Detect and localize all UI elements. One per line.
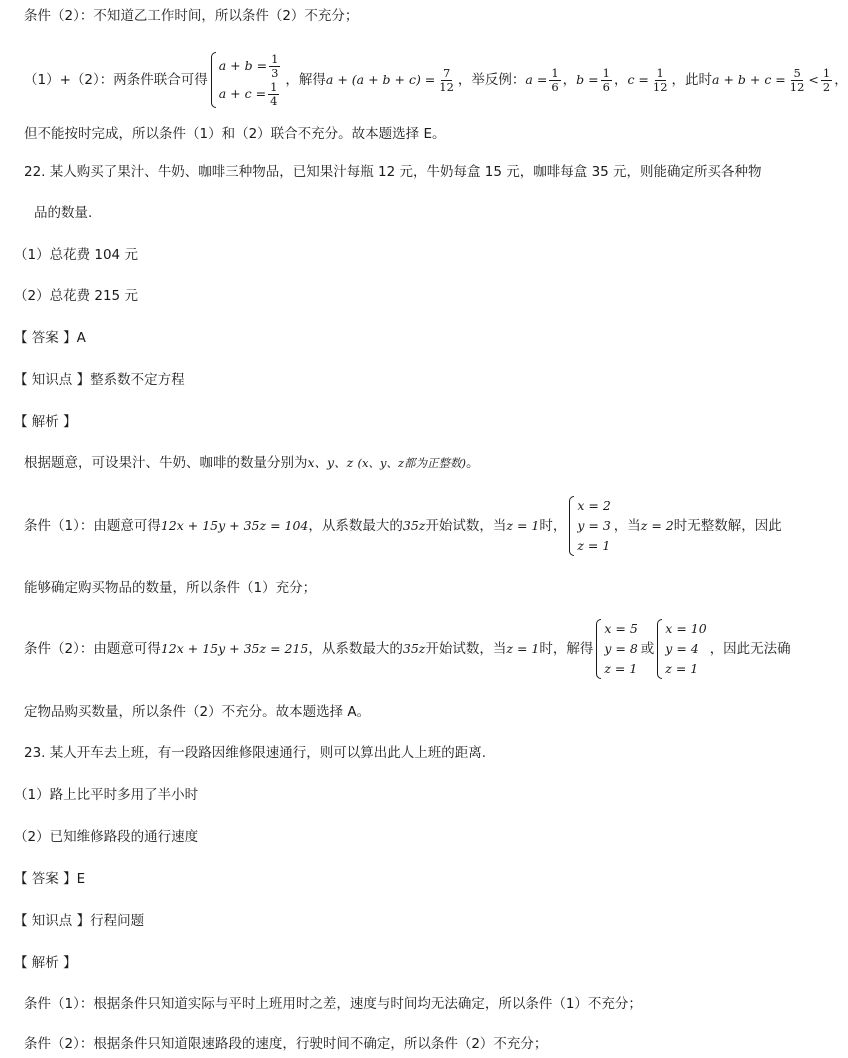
math: a + b + c = bbox=[712, 72, 786, 87]
numerator: 1 bbox=[656, 65, 664, 80]
text-segment: 条件（2）：由题意可得 bbox=[24, 641, 161, 657]
analysis-label: 【 解析 】 bbox=[14, 414, 77, 430]
equation-system bbox=[657, 619, 706, 679]
text-line: 条件（2）：不知道乙工作时间，所以条件（2）不充分； bbox=[24, 8, 359, 24]
equation-system bbox=[211, 52, 283, 108]
knowledge-label: 【 知识点 】行程问题 bbox=[14, 913, 145, 929]
numerator: 1 bbox=[551, 65, 559, 80]
numerator: 1 bbox=[270, 80, 278, 94]
math: 12x + 15y + 35z = 215 bbox=[160, 641, 309, 656]
question-22-stem: 22. 某人购买了果汁、牛奶、咖啡三种物品，已知果汁每瓶 12 元，牛奶每盒 15 元，咖啡每盒 35 元，则能确定所买各种物 bbox=[24, 164, 762, 180]
text-segment: ，当 bbox=[613, 518, 641, 534]
denominator: 6 bbox=[602, 79, 610, 94]
analysis-label: 【 解析 】 bbox=[14, 955, 77, 971]
denominator: 3 bbox=[271, 66, 279, 80]
math: a + b = bbox=[218, 58, 268, 73]
text-segment: ， bbox=[562, 72, 577, 88]
answer-label: 【 答案 】A bbox=[14, 330, 86, 346]
text-segment: 时， bbox=[539, 518, 567, 534]
text-segment: （1）+（2）：两条件联合可得 bbox=[24, 72, 208, 88]
math: z = 1 bbox=[506, 641, 540, 656]
condition-2-analysis bbox=[24, 618, 791, 680]
denominator: 6 bbox=[551, 79, 559, 94]
condition-1-analysis: 条件（1）：根据条件只知道实际与平时上班用时之差，速度与时间均无法确定，所以条件（1）不充分； bbox=[24, 996, 642, 1012]
text-segment: 条件（1）：由题意可得 bbox=[24, 518, 161, 534]
text-segment: ， bbox=[613, 72, 628, 88]
math: z = 1 bbox=[506, 518, 540, 533]
condition-2: （2）已知维修路段的通行速度 bbox=[14, 829, 199, 845]
text-line: 定物品购买数量，所以条件（2）不充分。故本题选择 A。 bbox=[24, 704, 371, 720]
text-segment: 开始试数，当 bbox=[425, 641, 507, 657]
numerator: 1 bbox=[271, 52, 279, 66]
denominator: 12 bbox=[439, 79, 454, 94]
question-23-stem: 23. 某人开车去上班，有一段路因维修限速通行，则可以算出此人上班的距离. bbox=[24, 745, 487, 761]
text-line: 但不能按时完成，所以条件（1）和（2）联合不充分。故本题选择 E。 bbox=[24, 126, 446, 142]
numerator: 1 bbox=[602, 65, 610, 80]
condition-1-analysis bbox=[24, 495, 782, 557]
math: z = 2 bbox=[640, 518, 674, 533]
math: < bbox=[808, 72, 819, 87]
text-segment: 时无整数解，因此 bbox=[673, 518, 782, 534]
math: x = 10 bbox=[665, 621, 707, 636]
text-segment: ， bbox=[834, 72, 848, 88]
text-segment: ，举反例： bbox=[457, 72, 526, 88]
math: a + (a + b + c) = bbox=[325, 72, 436, 87]
text-line: 能够确定购买物品的数量，所以条件（1）充分； bbox=[24, 580, 317, 596]
text-segment: ，从系数最大的 bbox=[308, 518, 403, 534]
math: y = 3 bbox=[577, 518, 611, 533]
brace-icon bbox=[596, 619, 601, 679]
analysis-para bbox=[24, 453, 480, 473]
text-segment: ，从系数最大的 bbox=[308, 641, 403, 657]
math: y = 8 bbox=[604, 641, 638, 656]
brace-icon bbox=[211, 52, 216, 108]
math: z = 1 bbox=[604, 661, 638, 676]
math: c = bbox=[627, 72, 649, 87]
math: a + c = bbox=[218, 86, 267, 101]
denominator: 4 bbox=[270, 94, 278, 108]
text-segment: 开始试数，当 bbox=[425, 518, 507, 534]
math: z = 1 bbox=[577, 538, 611, 553]
condition-1: （1）总花费 104 元 bbox=[14, 247, 138, 263]
text-segment: 。 bbox=[466, 455, 480, 471]
math: y = 4 bbox=[665, 641, 699, 656]
text-segment: ，此时 bbox=[671, 72, 713, 88]
numerator: 1 bbox=[822, 65, 831, 80]
math: (x、y、z都为正整数) bbox=[357, 456, 467, 470]
knowledge-label: 【 知识点 】整系数不定方程 bbox=[14, 372, 185, 388]
denominator: 12 bbox=[789, 79, 805, 94]
text-segment: ，因此无法确 bbox=[709, 641, 791, 657]
question-22-stem-cont: 品的数量. bbox=[34, 205, 93, 221]
brace-icon bbox=[569, 496, 574, 556]
text-segment: 根据题意，可设果汁、牛奶、咖啡的数量分别为 bbox=[24, 455, 308, 471]
numerator: 5 bbox=[793, 65, 801, 80]
math: 12x + 15y + 35z = 104 bbox=[160, 518, 309, 533]
math: x = 2 bbox=[577, 498, 611, 513]
condition-2: （2）总花费 215 元 bbox=[14, 288, 138, 304]
equation-system bbox=[569, 496, 610, 556]
brace-icon bbox=[657, 619, 662, 679]
condition-1: （1）路上比平时多用了半小时 bbox=[14, 787, 199, 803]
answer-label: 【 答案 】E bbox=[14, 871, 86, 887]
numerator: 7 bbox=[442, 65, 451, 80]
math: a = bbox=[525, 72, 548, 87]
denominator: 2 bbox=[822, 79, 831, 94]
joint-condition-line bbox=[24, 46, 848, 114]
denominator: 12 bbox=[652, 79, 668, 94]
condition-2-analysis: 条件（2）：根据条件只知道限速路段的速度，行驶时间不确定，所以条件（2）不充分； bbox=[24, 1036, 548, 1052]
math: b = bbox=[576, 72, 599, 87]
math: 35z bbox=[402, 641, 426, 656]
math: z = 1 bbox=[665, 661, 699, 676]
text-segment: ，解得 bbox=[285, 72, 326, 88]
math: x、y、z bbox=[307, 455, 354, 470]
text-segment: 时，解得 bbox=[539, 641, 594, 657]
text-segment: 或 bbox=[640, 641, 655, 657]
equation-system bbox=[596, 619, 637, 679]
math: 35z bbox=[402, 518, 426, 533]
math: x = 5 bbox=[604, 621, 638, 636]
